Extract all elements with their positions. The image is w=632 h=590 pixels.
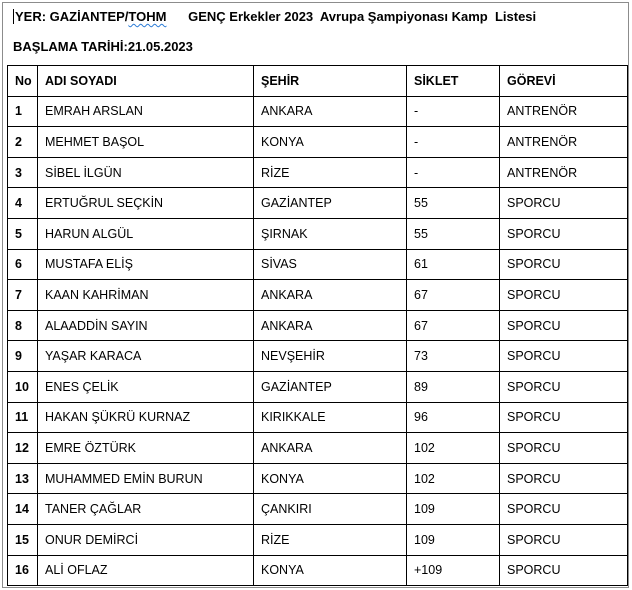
table-row bbox=[8, 555, 628, 586]
cell-city: ANKARA bbox=[254, 433, 407, 464]
column-header-role: GÖREVİ bbox=[500, 66, 628, 97]
table-row bbox=[8, 402, 628, 433]
cell-weight: +109 bbox=[407, 555, 500, 586]
cell-weight: 55 bbox=[407, 188, 500, 219]
table-header-row bbox=[8, 66, 628, 97]
cell-weight: 102 bbox=[407, 463, 500, 494]
cell-weight: 109 bbox=[407, 524, 500, 555]
cell-role: ANTRENÖR bbox=[500, 127, 628, 158]
cell-name: EMRAH ARSLAN bbox=[38, 96, 254, 127]
cell-no: 9 bbox=[8, 341, 38, 372]
cell-no: 8 bbox=[8, 310, 38, 341]
cell-role: ANTRENÖR bbox=[500, 157, 628, 188]
cell-no: 4 bbox=[8, 188, 38, 219]
cell-city: RİZE bbox=[254, 157, 407, 188]
cell-weight: - bbox=[407, 96, 500, 127]
table-row bbox=[8, 188, 628, 219]
cell-city: GAZİANTEP bbox=[254, 188, 407, 219]
cell-name: ONUR DEMİRCİ bbox=[38, 524, 254, 555]
title-event: GENÇ Erkekler 2023 Avrupa Şampiyonası Kamp Listesi bbox=[166, 9, 537, 24]
column-header-city: ŞEHİR bbox=[254, 66, 407, 97]
cell-no: 6 bbox=[8, 249, 38, 280]
cell-no: 5 bbox=[8, 218, 38, 249]
table-row bbox=[8, 524, 628, 555]
table-row bbox=[8, 157, 628, 188]
column-header-name: ADI SOYADI bbox=[38, 66, 254, 97]
camp-roster-table bbox=[7, 65, 628, 586]
cell-role: SPORCU bbox=[500, 555, 628, 586]
cell-no: 14 bbox=[8, 494, 38, 525]
cell-role: SPORCU bbox=[500, 433, 628, 464]
cell-no: 7 bbox=[8, 280, 38, 311]
cell-name: MUSTAFA ELİŞ bbox=[38, 249, 254, 280]
cell-weight: 67 bbox=[407, 310, 500, 341]
cell-city: KONYA bbox=[254, 555, 407, 586]
cell-role: SPORCU bbox=[500, 310, 628, 341]
cell-weight: 55 bbox=[407, 218, 500, 249]
table-row bbox=[8, 310, 628, 341]
cell-weight: 102 bbox=[407, 433, 500, 464]
cell-city: ANKARA bbox=[254, 96, 407, 127]
cell-no: 13 bbox=[8, 463, 38, 494]
cell-name: EMRE ÖZTÜRK bbox=[38, 433, 254, 464]
cell-no: 10 bbox=[8, 371, 38, 402]
cell-role: SPORCU bbox=[500, 371, 628, 402]
table-row bbox=[8, 433, 628, 464]
column-header-weight: SİKLET bbox=[407, 66, 500, 97]
cell-role: SPORCU bbox=[500, 524, 628, 555]
cell-weight: 61 bbox=[407, 249, 500, 280]
cell-city: KIRIKKALE bbox=[254, 402, 407, 433]
cell-name: HAKAN ŞÜKRÜ KURNAZ bbox=[38, 402, 254, 433]
cell-name: SİBEL İLGÜN bbox=[38, 157, 254, 188]
column-header-no: No bbox=[8, 66, 38, 97]
cell-role: SPORCU bbox=[500, 218, 628, 249]
cell-role: SPORCU bbox=[500, 494, 628, 525]
cell-no: 2 bbox=[8, 127, 38, 158]
cell-name: TANER ÇAĞLAR bbox=[38, 494, 254, 525]
table-row bbox=[8, 463, 628, 494]
cell-no: 15 bbox=[8, 524, 38, 555]
cell-name: YAŞAR KARACA bbox=[38, 341, 254, 372]
cell-role: SPORCU bbox=[500, 280, 628, 311]
cell-weight: 67 bbox=[407, 280, 500, 311]
cell-city: RİZE bbox=[254, 524, 407, 555]
cell-role: SPORCU bbox=[500, 463, 628, 494]
cell-no: 1 bbox=[8, 96, 38, 127]
cell-city: GAZİANTEP bbox=[254, 371, 407, 402]
cell-role: SPORCU bbox=[500, 188, 628, 219]
cell-role: SPORCU bbox=[500, 249, 628, 280]
cell-no: 16 bbox=[8, 555, 38, 586]
cell-weight: 109 bbox=[407, 494, 500, 525]
document-page bbox=[2, 2, 629, 588]
table-row bbox=[8, 96, 628, 127]
cell-name: KAAN KAHRİMAN bbox=[38, 280, 254, 311]
table-row bbox=[8, 371, 628, 402]
table-row bbox=[8, 127, 628, 158]
cell-name: ALAADDİN SAYIN bbox=[38, 310, 254, 341]
cell-name: MUHAMMED EMİN BURUN bbox=[38, 463, 254, 494]
start-date: BAŞLAMA TARİHİ:21.05.2023 bbox=[13, 39, 193, 54]
cell-city: ANKARA bbox=[254, 280, 407, 311]
cell-city: ANKARA bbox=[254, 310, 407, 341]
cell-role: ANTRENÖR bbox=[500, 96, 628, 127]
cell-role: SPORCU bbox=[500, 402, 628, 433]
cell-weight: - bbox=[407, 127, 500, 158]
cell-city: KONYA bbox=[254, 463, 407, 494]
cell-name: ERTUĞRUL SEÇKİN bbox=[38, 188, 254, 219]
cell-role: SPORCU bbox=[500, 341, 628, 372]
document-title bbox=[13, 9, 536, 24]
cell-city: KONYA bbox=[254, 127, 407, 158]
cell-weight: - bbox=[407, 157, 500, 188]
cell-weight: 73 bbox=[407, 341, 500, 372]
table-row bbox=[8, 494, 628, 525]
cell-city: SİVAS bbox=[254, 249, 407, 280]
table-row bbox=[8, 341, 628, 372]
title-spellcheck-word: TOHM bbox=[128, 9, 167, 24]
cell-name: HARUN ALGÜL bbox=[38, 218, 254, 249]
cell-weight: 89 bbox=[407, 371, 500, 402]
table-row bbox=[8, 280, 628, 311]
cell-name: ALİ OFLAZ bbox=[38, 555, 254, 586]
table-body bbox=[8, 96, 628, 586]
cell-no: 12 bbox=[8, 433, 38, 464]
cell-weight: 96 bbox=[407, 402, 500, 433]
table-row bbox=[8, 249, 628, 280]
cell-name: ENES ÇELİK bbox=[38, 371, 254, 402]
cell-no: 11 bbox=[8, 402, 38, 433]
cell-name: MEHMET BAŞOL bbox=[38, 127, 254, 158]
cell-city: ÇANKIRI bbox=[254, 494, 407, 525]
title-location: YER: GAZİANTEP/ bbox=[15, 9, 129, 24]
cell-city: ŞIRNAK bbox=[254, 218, 407, 249]
cell-city: NEVŞEHİR bbox=[254, 341, 407, 372]
table-row bbox=[8, 218, 628, 249]
text-cursor bbox=[13, 9, 14, 24]
cell-no: 3 bbox=[8, 157, 38, 188]
